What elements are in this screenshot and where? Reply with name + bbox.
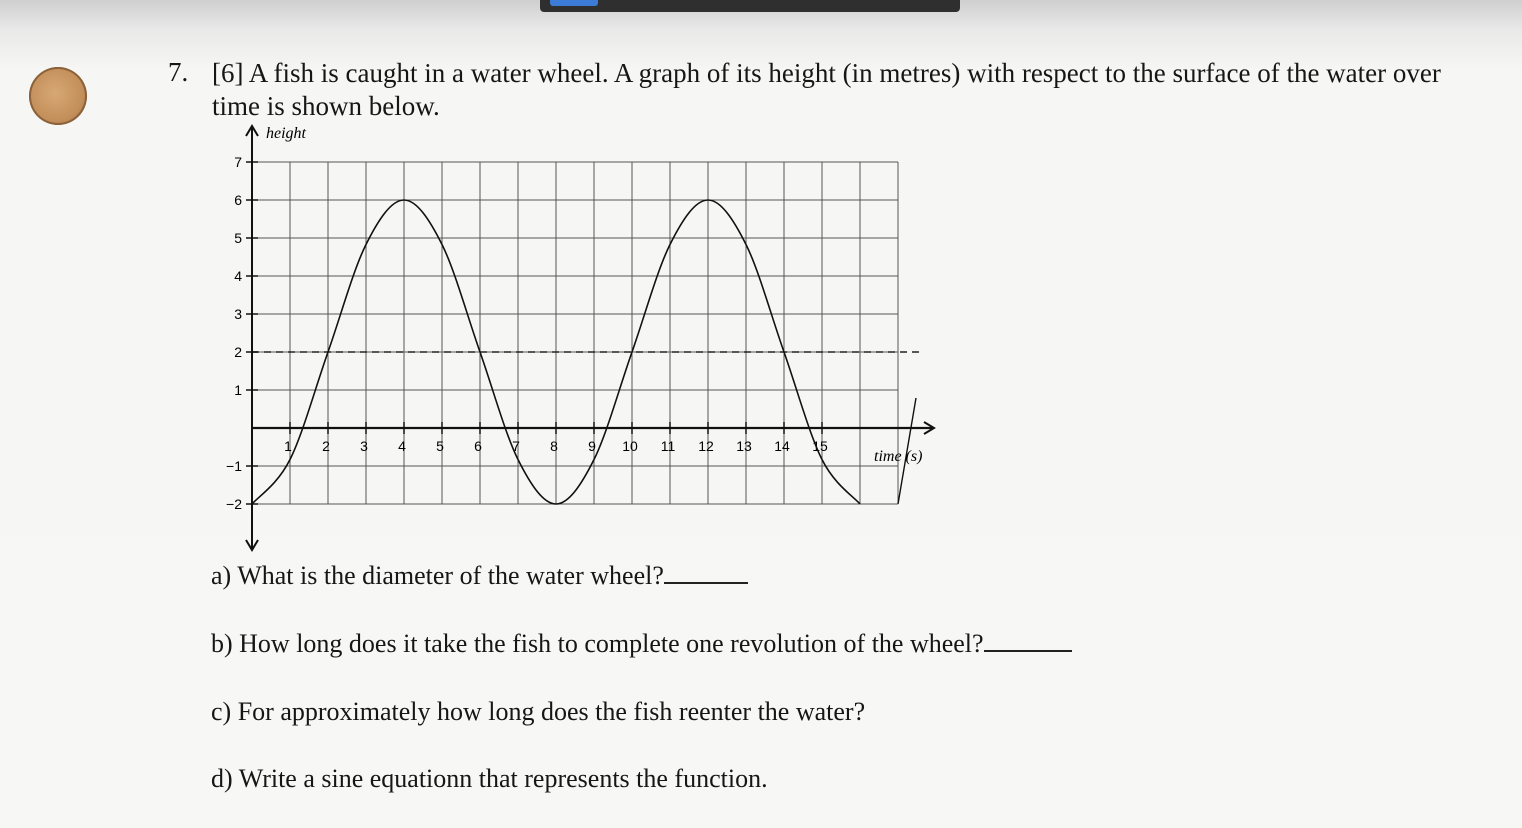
part-a-text: a) What is the diameter of the water wheel? (211, 561, 664, 590)
question-text: [6] A fish is caught in a water wheel. A graph of its height (in metres) with respect to the surface of the water over time is shown below. (212, 58, 1441, 121)
x-tick-label: 13 (736, 438, 752, 454)
y-tick-label: −2 (226, 496, 242, 512)
part-d: d) Write a sine equationn that represents the function. (211, 764, 768, 793)
x-tick-label: 2 (322, 438, 330, 454)
y-tick-label: 6 (234, 192, 242, 208)
y-tick-label: 5 (234, 230, 242, 246)
binder-hole (29, 67, 87, 125)
x-tick-label: 12 (698, 438, 714, 454)
y-axis-label: height (266, 125, 306, 142)
x-axis-label: time (s) (874, 448, 923, 465)
x-tick-label: 9 (588, 438, 596, 454)
part-b-answer-blank (984, 628, 1072, 652)
y-tick-label: −1 (226, 458, 242, 474)
question-number: 7. (168, 57, 189, 87)
part-b-text: b) How long does it take the fish to complete one revolution of the wheel? (211, 629, 984, 658)
chart-grid (252, 162, 898, 504)
browser-toolbar (540, 0, 960, 12)
x-tick-label: 4 (398, 438, 406, 454)
x-tick-label: 1 (284, 438, 292, 454)
x-tick-label: 6 (474, 438, 482, 454)
y-tick-label: 3 (234, 306, 242, 322)
x-tick-label: 10 (622, 438, 638, 454)
y-tick-label: 1 (234, 382, 242, 398)
x-tick-label: 5 (436, 438, 444, 454)
part-a (211, 560, 748, 591)
y-tick-label: 7 (234, 154, 242, 170)
part-b (211, 628, 1072, 659)
chart-axes (246, 126, 934, 550)
x-tick-label: 14 (774, 438, 790, 454)
y-tick-label: 2 (234, 344, 242, 360)
height-time-chart (210, 118, 950, 558)
x-tick-label: 3 (360, 438, 368, 454)
x-tick-label: 8 (550, 438, 558, 454)
part-a-answer-blank (664, 560, 748, 584)
part-c: c) For approximately how long does the fish reenter the water? (211, 697, 866, 726)
active-tab-indicator[interactable] (550, 0, 598, 6)
y-tick-label: 4 (234, 268, 242, 284)
chart-ticks (226, 154, 828, 512)
x-tick-label: 15 (812, 438, 828, 454)
x-tick-label: 11 (660, 438, 676, 454)
x-tick-label: 7 (512, 438, 520, 454)
